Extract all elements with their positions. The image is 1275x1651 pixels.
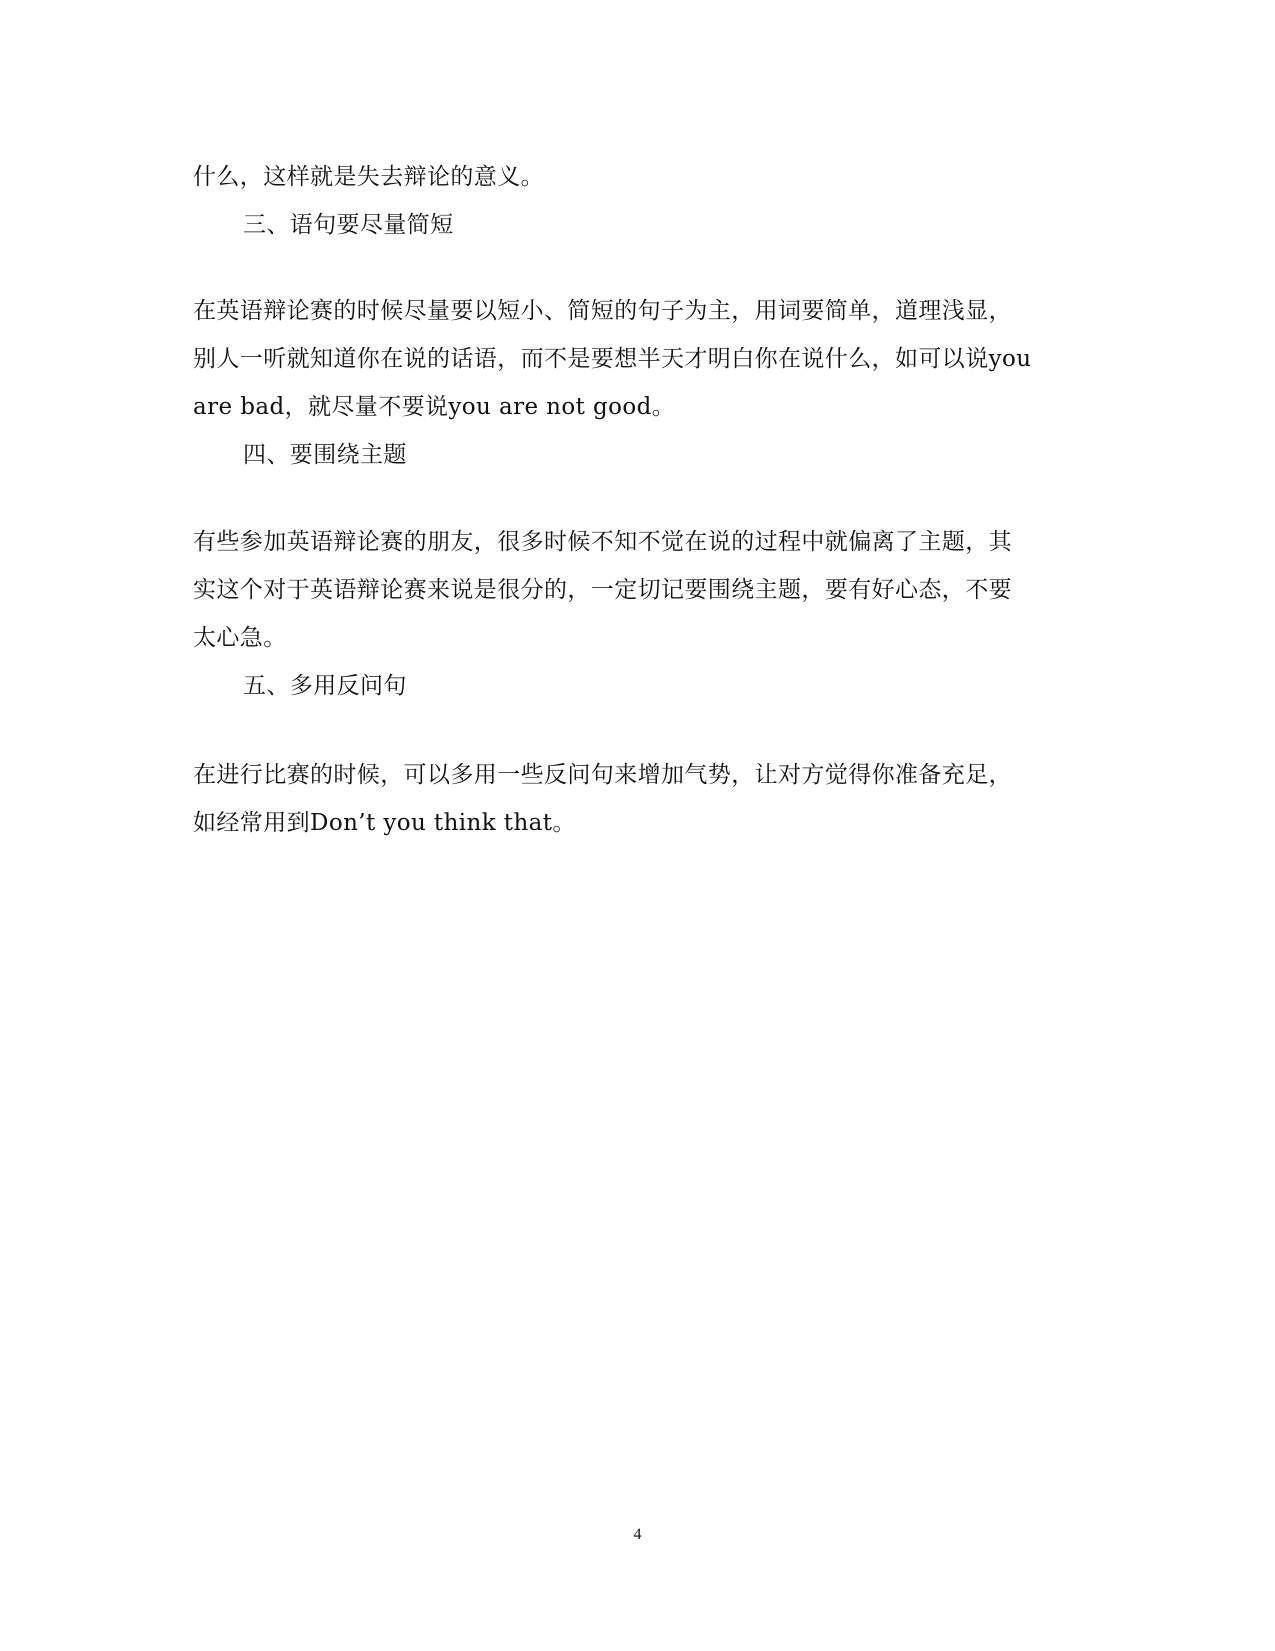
section-heading-3: 三、语句要尽量简短 [243, 212, 454, 238]
paragraph-line: 太心急。 [193, 625, 287, 651]
paragraph-line: 有些参加英语辩论赛的朋友，很多时候不知不觉在说的过程中就偏离了主题，其 [193, 529, 1012, 555]
paragraph-line: are bad，就尽量不要说you are not good。 [193, 394, 676, 420]
section-heading-5: 五、多用反问句 [243, 673, 407, 699]
paragraph-line: 别人一听就知道你在说的话语，而不是要想半天才明白你在说什么，如可以说you [193, 346, 1032, 372]
paragraph-line: 在英语辩论赛的时候尽量要以短小、简短的句子为主，用词要简单，道理浅显， [193, 298, 1012, 324]
paragraph-line: 实这个对于英语辩论赛来说是很分的，一定切记要围绕主题，要有好心态，不要 [193, 577, 1012, 603]
paragraph-continuation: 什么，这样就是失去辩论的意义。 [193, 164, 544, 190]
paragraph-line: 如经常用到Don’t you think that。 [193, 810, 576, 836]
section-heading-4: 四、要围绕主题 [243, 442, 407, 468]
paragraph-line: 在进行比赛的时候，可以多用一些反问句来增加气势，让对方觉得你准备充足， [193, 762, 1012, 788]
page-number: 4 [633, 1526, 642, 1543]
